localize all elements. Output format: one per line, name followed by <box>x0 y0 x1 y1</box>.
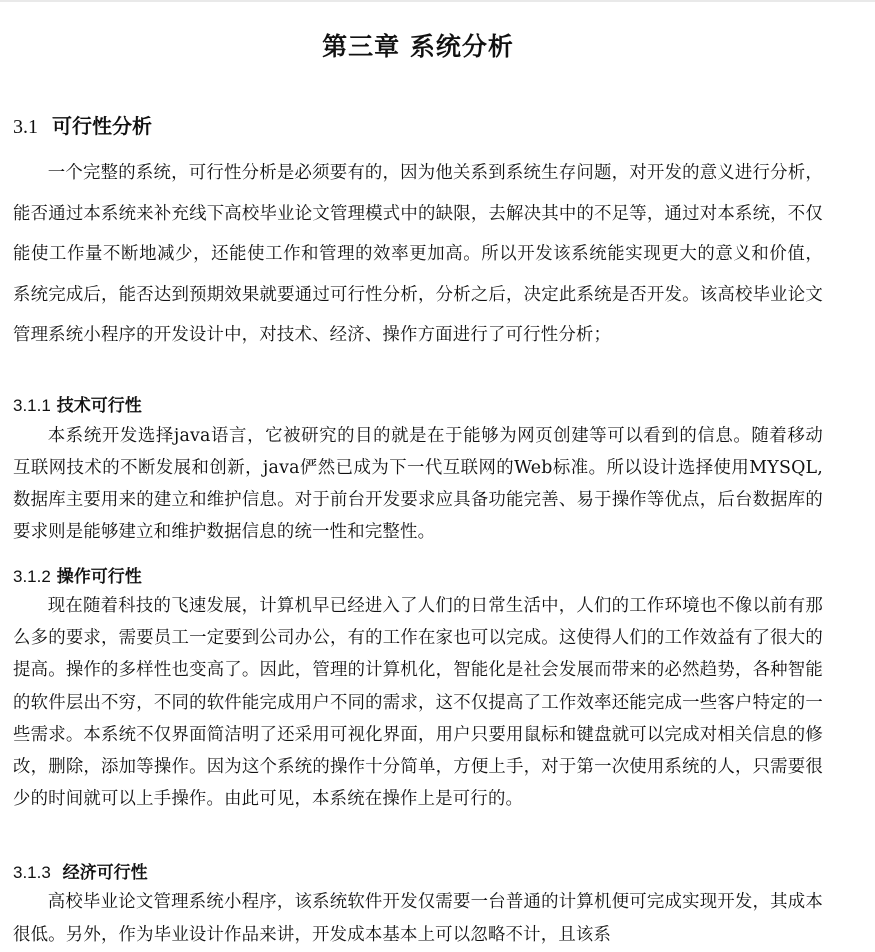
operational-feasibility-paragraph: 现在随着科技的飞速发展，计算机早已经进入了人们的日常生活中，人们的工作环境也不像以前有那么多的要求，需要员工一定要到公司办公，有的工作在家也可以完成。这使得人们的工作效益有了很大的提高。操作的多样性也变高了。因此，管理的计算机化，智能化是社会发展而带来的必然趋势，各种智能的软件层出不穷，不同的软件能完成用户不同的需求，这不仅提高了工作效率还能完成一些客户特定的一些需求。本系统不仅界面简洁明了还采用可视化界面，用户只要用鼠标和键盘就可以完成对相关信息的修改，删除，添加等操作。因为这个系统的操作十分简单，方便上手，对于第一次使用系统的人，只需要很少的时间就可以上手操作。由此可见，本系统在操作上是可行的。 <box>13 596 823 810</box>
subsection-number: 3.1.3 <box>13 863 51 882</box>
section-heading-3-1 <box>13 110 152 139</box>
subsection-heading-3-1-1 <box>13 391 142 416</box>
subsection-heading-3-1-2 <box>13 562 142 587</box>
subsection-number: 3.1.2 <box>13 567 51 586</box>
subsection-number: 3.1.1 <box>13 396 51 415</box>
section-intro-paragraph: 一个完整的系统，可行性分析是必须要有的，因为他关系到系统生存问题，对开发的意义进行分析，能否通过本系统来补充线下高校毕业论文管理模式中的缺限，去解决其中的不足等，通过对本系统，不仅能使工作量不断地减少，还能使工作和管理的效率更加高。所以开发该系统能实现更大的意义和价值， 系统完成后，能否达到预期效果就要通过可行性分析，分析之后，决定此系统是否开发。该高校毕业论文管理系统小程序的开发设计中，对技术、经济、操作方面进行了可行性分析； <box>13 163 823 345</box>
page-top-rule <box>0 0 875 2</box>
subsection-heading-3-1-3 <box>13 858 148 883</box>
section-title-text: 可行性分析 <box>52 114 152 138</box>
economic-feasibility-paragraph: 高校毕业论文管理系统小程序，该系统软件开发仅需要一台普通的计算机便可完成实现开发，其成本很低。另外，作为毕业设计作品来讲，开发成本基本上可以忽略不计，且该系 <box>13 892 823 945</box>
chapter-title: 第三章 系统分析 <box>322 32 514 61</box>
technical-feasibility-paragraph: 本系统开发选择java语言，它被研究的目的就是在于能够为网页创建等可以看到的信息。随着移动互联网技术的不断发展和创新，java俨然已成为下一代互联网的Web标准。所以设计选择使用MYSQL,数据库主要用来的建立和维护信息。对于前台开发要求应具备功能完善、易于操作等优点，后台数据库的要求则是能够建立和维护数据信息的统一性和完整性。 <box>13 426 823 542</box>
section-number: 3.1 <box>13 116 38 138</box>
subsection-title-text: 技术可行性 <box>56 396 142 416</box>
subsection-title-text: 操作可行性 <box>56 567 142 587</box>
subsection-title-text: 经济可行性 <box>62 863 148 883</box>
